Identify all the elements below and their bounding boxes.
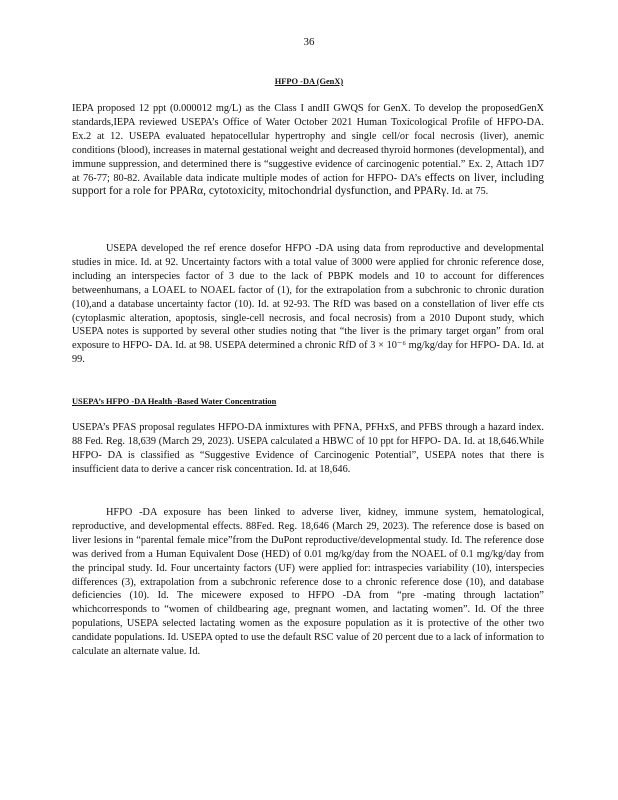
paragraph-iepa-proposal-citation: Id. at 75. [451, 186, 489, 198]
page-number: 36 [303, 36, 315, 48]
paragraph-exposure-effects: HFPO -DA exposure has been linked to adverse liver, kidney, immune system, hematological, reproductive, and developmental effects. 88Fed. Reg. 18,646 (March 29, 2023). The reference dose is based on liver lesions in “parental female mice”from the DuPont reproductive/developmental study. Id. The reference dose was derived from a Human Equivalent Dose (HED) of 0.01 mg/kg/day from the NOAEL of 0.1 mg/kg/day from the principal study. Id. Four uncertainty factors (UF) were applied for: intraspecies variability (10), interspecies differences (3), extrapolation from a subchronic reference dose to a chronic reference dose (10), and database deficiencies (10). Id. The micewere exposed to HFPO -DA from “pre -mating through lactation” whichcorresponds to “women of childbearing age, pregnant women, and lactating women”. Id. Of the three populations, USEPA selected lactating women as the exposure population as it is protective of the other two candidate populations. Id. USEPA opted to use the default RSC value of 20 percent due to a lack of information to calculate an alternate value. Id. [72, 507, 544, 658]
paragraph-iepa-proposal [72, 102, 544, 199]
paragraph-iepa-proposal-text: IEPA proposed 12 ppt (0.000012 mg/L) as the Class I andII GWQS for GenX. To develop the proposedGenX standards,IEPA reviewed USEPA’s Office of Water October 2021 Human Toxicological Profile of HFPO-DA. Ex.2 at 12. USEPA evaluated hepatocellular hypertrophy and single cell/or focal necrosis (liver), anemic conditions (blood), increases in maternal gestational weight and decreased thyroid hormones (developmental), and immune suppression, and determined there is “suggestive evidence of carcinogenic potential.” Ex. 2, Attach 1D7 at 76-77; 80-82. Available data indicate multiple modes of action for HFPO- DA’s [72, 103, 544, 184]
section-heading-genx-text: HFPO -DA (GenX) [274, 77, 344, 86]
section-heading-genx [0, 75, 618, 89]
section-heading-hbwc: USEPA’s HFPO -DA Health -Based Water Concentration [72, 397, 277, 406]
paragraph-pfas-proposal: USEPA’s PFAS proposal regulates HFPO-DA inmixtures with PFNA, PFHxS, and PFBS through a hazard index. 88 Fed. Reg. 18,639 (March 29, 2023). USEPA calculated a HBWC of 10 ppt for HFPO- DA. Id. at 18,646.While HFPO- DA is classified as “Suggestive Evidence of Carcinogenic Potential”, USEPA notes that there is insufficient data to derive a cancer risk concentration. Id. at 18,646. [72, 422, 544, 475]
paragraph-reference-dose: USEPA developed the ref erence dosefor HFPO -DA using data from reproductive and developmental studies in mice. Id. at 92. Uncertainty factors with a total value of 3000 were applied for chronic reference dose, including an interspecies factor of 3 due to the lack of PBPK models and 10 to account for differences betweenhumans, a LOAEL to NOAEL factor of (1), for the extrapolation from a subchronic to chronic duration (10),and a database uncertainty factor (10). Id. at 92-93. The RfD was based on a constellation of liver effe cts (cytoplasmic alteration, apoptosis, single-cell necrosis, and focal necrosis) from a 2010 Dupont study, which USEPA notes is supported by several other studies noting that “the liver is the primary target organ” from oral exposure to HFPO- DA. Id. at 98. USEPA determined a chronic RfD of 3 × 10⁻⁶ mg/kg/day for HFPO- DA. Id. at 99. [72, 243, 544, 366]
paragraph-iepa-proposal-emphasis: effects on liver, including support for a role for PPARα, cytotoxicity, mitochondrial dysfunction, and PPARγ. [72, 171, 544, 198]
